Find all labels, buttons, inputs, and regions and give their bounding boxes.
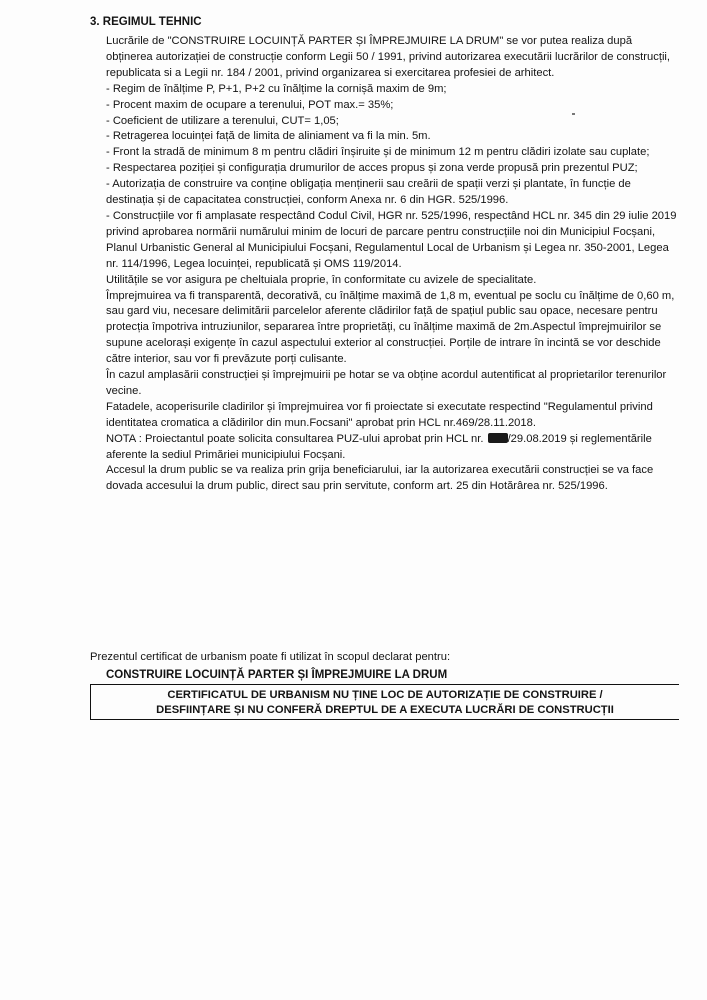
- rule-placement: - Construcțiile vor fi amplasate respectând Codul Civil, HGR nr. 525/1996, respectând HCL nr. 345 din 29 iulie 2019 privind aprobarea normării numărului minim de locuri de parcare pentru construcțiile noi din Municipiul Focșani, Planul Urbanistic General al Municipiului Focșani, Regulamentul Local de Urbanism și Legea nr. 350-2001, Legea nr. 114/1996, Legea locuinței, republicată și OMS 119/2014.: [106, 209, 677, 270]
- boundary-paragraph: În cazul amplasării construcției și împrejmuirii pe hotar se va obține acordul autentificat al proprietarilor terenurilor vecine.: [106, 369, 667, 397]
- access-paragraph: Accesul la drum public se va realiza prin grija beneficiarului, iar la autorizarea executării construcției se va face dovada accesului la drum public, direct sau prin servitute, conform art. 25 din Hotărârea nr. 525/1996.: [106, 464, 654, 493]
- nota-paragraph: [106, 432, 680, 464]
- rule-street-front: - Front la stradă de minimum 8 m pentru clădiri înșiruite și de minimum 12 m pentru clădiri izolate sau cuplate;: [106, 146, 650, 159]
- legal-notice-box: [90, 684, 679, 720]
- redaction-mark: [488, 433, 508, 443]
- rule-setback: - Retragerea locuinței față de limita de aliniament va fi la min. 5m.: [106, 130, 431, 143]
- technical-regime-body: [106, 34, 680, 495]
- nota-text-start: NOTA : Proiectantul poate solicita consultarea PUZ-ului aprobat prin HCL nr.: [106, 432, 487, 445]
- scan-speck: [572, 113, 575, 115]
- rule-height-regime: - Regim de înălțime P, P+1, P+2 cu înălțime la cornișă maxim de 9m;: [106, 82, 447, 95]
- rule-access-roads: - Respectarea poziției și configurația drumurilor de acces propus și zona verde propusă prin prezentul PUZ;: [106, 162, 638, 175]
- rule-cut: - Coeficient de utilizare a terenului, CUT= 1,05;: [106, 114, 339, 127]
- footer-intro: Prezentul certificat de urbanism poate fi utilizat în scopul declarat pentru:: [90, 651, 451, 663]
- facades-paragraph: Fatadele, acoperisurile cladirilor și împrejmuirea vor fi proiectate si executate respectind "Regulamentul privind identitatea cromatica a clădirilor din mun.Focsani" aprobat prin HCL nr.469/28.11.2018.: [106, 400, 653, 429]
- notice-line-1: CERTIFICATUL DE URBANISM NU ȚINE LOC DE AUTORIZAȚIE DE CONSTRUIRE /: [167, 689, 603, 701]
- fence-paragraph: Împrejmuirea va fi transparentă, decorativă, cu înălțime maximă de 1,8 m, eventual pe soclu cu înălțime de 0,60 m, sau gard viu, necesare delimitării parcelelor aferente clădirilor față de spațiul public sau opace, necesare pentru protecția împotriva intruziunilor, separarea între proprietăți, cu înălțime maximă de 2m.Aspectul împrejmuirilor se supune acelorași exigențe în cazul aspectului exterior al construcției. Porțile de intrare în incintă se vor deschide către interior, sau vor fi prevăzute porți culisante.: [106, 289, 675, 366]
- intro-paragraph: Lucrările de "CONSTRUIRE LOCUINȚĂ PARTER ȘI ÎMPREJMUIRE LA DRUM" se vor putea realiza după obținerea autorizației de construcție conform Legii 50 / 1991, privind autorizarea executării lucrărilor de construcții, republicata si a Legii nr. 184 / 2001, privind organizarea si exercitarea profesiei de arhitect.: [106, 35, 671, 79]
- rule-pot: - Procent maxim de ocupare a terenului, POT max.= 35%;: [106, 98, 394, 111]
- rule-green-spaces: - Autorizația de construire va conține obligația menținerii sau creării de spații verzi și plantate, în funcție de destinația și de capacitatea construcției, conform Anexa nr. 6 din HGR. 525/1996.: [106, 178, 631, 207]
- section-title: 3. REGIMUL TEHNIC: [90, 16, 202, 28]
- footer-project-title: CONSTRUIRE LOCUINȚĂ PARTER ȘI ÎMPREJMUIRE LA DRUM: [106, 669, 448, 681]
- utilities-paragraph: Utilitățile se vor asigura pe cheltuiala proprie, în conformitate cu avizele de specialitate.: [106, 273, 537, 286]
- notice-line-2: DESFIINȚARE ȘI NU CONFERĂ DREPTUL DE A EXECUTA LUCRĂRI DE CONSTRUCȚII: [156, 704, 614, 716]
- nota-text-end: /29.08.2019 și reglementările aferente la sediul Primăriei municipiului Focșani.: [106, 432, 652, 461]
